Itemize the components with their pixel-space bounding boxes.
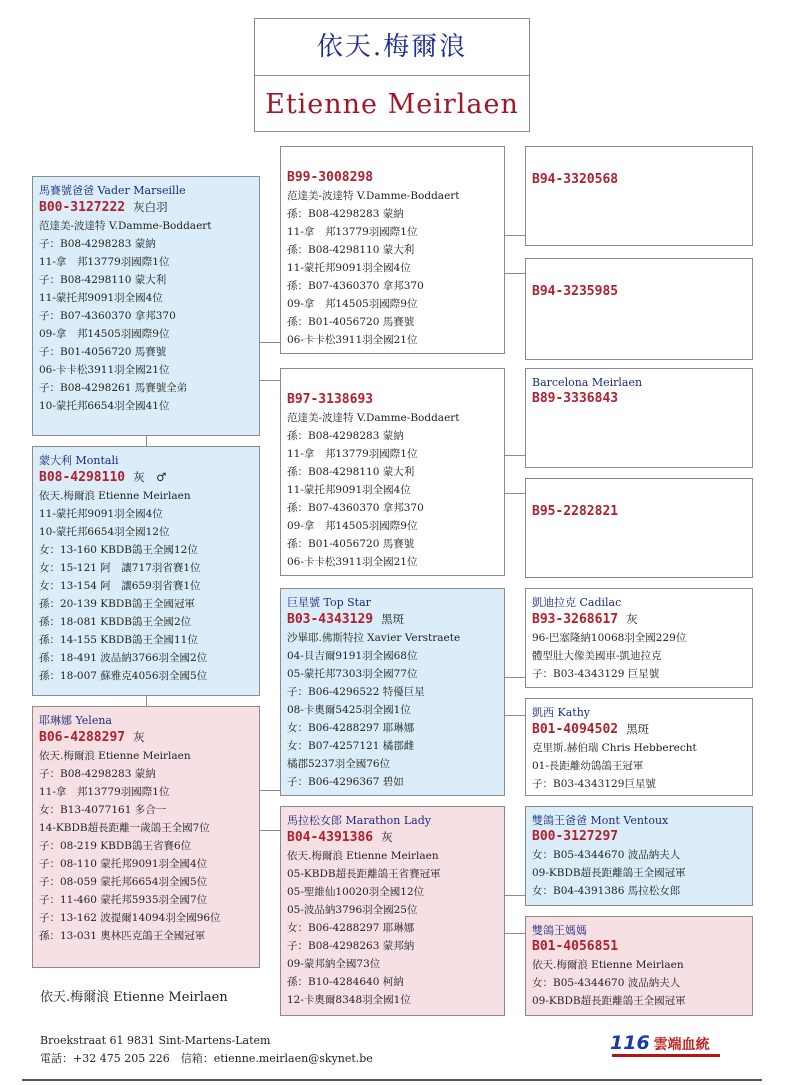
detail-line: 05-蒙托邦7303羽全國77位 bbox=[287, 668, 418, 680]
detail-line: 子：B08-4298261 馬賽號全弟 bbox=[39, 382, 188, 394]
sire-sire-dam-card bbox=[525, 258, 753, 360]
dam-details bbox=[39, 747, 255, 945]
sire-color: 灰白羽 bbox=[133, 200, 168, 214]
sire-dam-sire-card bbox=[525, 368, 753, 468]
detail-line: 女：13-154 阿 讓659羽省賽1位 bbox=[39, 580, 201, 592]
subject-name: 蒙大利 Montali bbox=[39, 454, 119, 467]
contact-line: 電話：+32 475 205 226 信箱：etienne.meirlaen@skynet.be bbox=[40, 1052, 373, 1065]
detail-line: 孫：B08-4298283 蒙納 bbox=[287, 208, 404, 220]
detail-line: 11-拿 邦13779羽國際1位 bbox=[287, 226, 418, 238]
connector bbox=[505, 455, 525, 456]
detail-line: 06-卡卡松3911羽全國21位 bbox=[39, 364, 170, 376]
detail-line: 子：B08-4298110 蒙大利 bbox=[39, 274, 167, 286]
ddd-ring-number: B01-4056851 bbox=[532, 939, 619, 954]
dam-dam-ring-number: B04-4391386 灰 bbox=[287, 830, 393, 845]
dss-name: 凱迪拉克 Cadilac bbox=[532, 596, 622, 609]
detail-line: 14-KBDB超長距離一歲鴿王全國7位 bbox=[39, 822, 210, 834]
detail-line: 孫：B07-4360370 拿邦370 bbox=[287, 502, 424, 514]
detail-line: 05-波品納3796羽全國25位 bbox=[287, 904, 418, 916]
detail-line: 11-拿 邦13779羽國際1位 bbox=[287, 448, 418, 460]
detail-line: 09-蒙邦納全國73位 bbox=[287, 958, 381, 970]
connector bbox=[260, 830, 280, 831]
detail-line: 依天.梅爾浪 Etienne Meirlaen bbox=[39, 750, 191, 762]
detail-line: 96-巴塞隆納10068羽全國229位 bbox=[532, 632, 687, 644]
detail-line: 克里斯.赫伯瑞 Chris Hebberecht bbox=[532, 742, 697, 754]
sire-details bbox=[39, 217, 255, 415]
detail-line: 10-蒙托邦6654羽全國12位 bbox=[39, 526, 170, 538]
detail-line: 孫：B01-4056720 馬賽號 bbox=[287, 538, 415, 550]
detail-line: 孫：14-155 KBDB鴿王全國11位 bbox=[39, 634, 198, 646]
dam-dam-color: 灰 bbox=[381, 830, 393, 844]
connector bbox=[505, 493, 525, 494]
subject-ring-number: B08-4298110 灰 ♂ bbox=[39, 470, 167, 485]
dam-sire-dam-card bbox=[525, 698, 753, 796]
detail-line: 體型肚大像美國車-凱迪拉克 bbox=[532, 650, 662, 662]
brand-logo bbox=[610, 1032, 720, 1058]
detail-line: 11-拿 邦13779羽國際1位 bbox=[39, 786, 170, 798]
detail-line: 孫：B08-4298110 蒙大利 bbox=[287, 244, 415, 256]
sss-ring-number: B94-3320568 bbox=[532, 172, 619, 187]
dam-card bbox=[32, 706, 260, 968]
detail-line: 子：08-059 蒙托邦6654羽全國5位 bbox=[39, 876, 208, 888]
sire-dam-card bbox=[280, 368, 505, 576]
detail-line: 11-蒙托邦9091羽全國4位 bbox=[287, 484, 411, 496]
detail-line: 依天.梅爾浪 Etienne Meirlaen bbox=[39, 490, 191, 502]
detail-line: 子：B06-4296522 特優巨星 bbox=[287, 686, 425, 698]
subject-card bbox=[32, 446, 260, 696]
detail-line: 孫：18-491 波品納3766羽全國2位 bbox=[39, 652, 208, 664]
detail-line: 女：B06-4288297 耶琳娜 bbox=[287, 722, 415, 734]
dam-dam-name: 馬拉松女郎 Marathon Lady bbox=[287, 814, 431, 827]
detail-line: 子：B01-4056720 馬賽號 bbox=[39, 346, 167, 358]
connector bbox=[505, 273, 525, 274]
detail-line: 女：B05-4344670 波品納夫人 bbox=[532, 849, 681, 861]
sire-sire-sire-card bbox=[525, 146, 753, 246]
detail-line: 女：B07-4257121 橘郡雌 bbox=[287, 740, 415, 752]
detail-line: 04-貝吉爾9191羽全國68位 bbox=[287, 650, 418, 662]
connector bbox=[505, 235, 525, 236]
detail-line: 子：B08-4298263 蒙邦納 bbox=[287, 940, 415, 952]
logo-text: 雲端血統 bbox=[653, 1037, 710, 1053]
sire-dam-dam-card bbox=[525, 478, 753, 578]
detail-line: 09-拿 邦14505羽國際9位 bbox=[287, 520, 418, 532]
dds-name: 雙鴿王爸爸 Mont Ventoux bbox=[532, 814, 669, 827]
sire-card bbox=[32, 176, 260, 436]
dam-sire-card bbox=[280, 588, 505, 796]
ddd-name: 雙鴿王媽媽 bbox=[532, 924, 587, 937]
subject-color: 灰 ♂ bbox=[133, 470, 167, 484]
detail-line: 橘郡5237羽全國76位 bbox=[287, 758, 391, 770]
detail-line: 11-蒙托邦9091羽全國4位 bbox=[39, 508, 163, 520]
detail-line: 依天.梅爾浪 Etienne Meirlaen bbox=[532, 959, 684, 971]
detail-line: 子：B06-4296367 碧如 bbox=[287, 776, 404, 788]
connector bbox=[505, 933, 525, 934]
detail-line: 11-蒙托邦9091羽全國4位 bbox=[287, 262, 411, 274]
detail-line: 08-卡奧爾5425羽全國1位 bbox=[287, 704, 411, 716]
subject-details bbox=[39, 487, 255, 685]
detail-line: 依天.梅爾浪 Etienne Meirlaen bbox=[287, 850, 439, 862]
detail-line: 孫：B07-4360370 拿邦370 bbox=[287, 280, 424, 292]
sdd-ring-number: B95-2282821 bbox=[532, 504, 619, 519]
dss-ring-number: B93-3268617 灰 bbox=[532, 612, 638, 627]
breeder-name-chinese: 依天.梅爾浪 bbox=[255, 19, 529, 76]
dsd-name: 凱西 Kathy bbox=[532, 706, 590, 719]
connector bbox=[505, 895, 525, 896]
connector bbox=[260, 342, 280, 343]
detail-line: 10-蒙托邦6654羽全國41位 bbox=[39, 400, 170, 412]
detail-line: 子：B08-4298283 蒙納 bbox=[39, 768, 156, 780]
detail-line: 11-蒙托邦9091羽全國4位 bbox=[39, 292, 163, 304]
connector bbox=[260, 380, 280, 381]
bottom-divider bbox=[22, 1079, 762, 1081]
connector bbox=[260, 790, 280, 791]
dsd-color: 黑斑 bbox=[626, 722, 650, 736]
logo-underline bbox=[612, 1054, 720, 1057]
breeder-signature: 依天.梅爾浪 Etienne Meirlaen bbox=[40, 990, 228, 1005]
breeder-name-english: Etienne Meirlaen bbox=[265, 89, 519, 120]
dam-sire-name: 巨星號 Top Star bbox=[287, 596, 371, 609]
detail-line: 01-長距離幼鴿鴿王冠軍 bbox=[532, 760, 644, 772]
detail-line: 子：B03-4343129 巨星號 bbox=[532, 668, 660, 680]
sire-sire-card bbox=[280, 146, 505, 354]
dam-dam-sire-card bbox=[525, 806, 753, 906]
address-line: Broekstraat 61 9831 Sint-Martens-Latem bbox=[40, 1034, 271, 1047]
detail-line: 女：B06-4288297 耶琳娜 bbox=[287, 922, 415, 934]
dam-sire-color: 黑斑 bbox=[381, 612, 405, 626]
detail-line: 09-拿 邦14505羽國際9位 bbox=[287, 298, 418, 310]
dam-ring-number: B06-4288297 灰 bbox=[39, 730, 145, 745]
dss-color: 灰 bbox=[626, 612, 638, 626]
detail-line: 孫：B08-4298283 蒙納 bbox=[287, 430, 404, 442]
detail-line: 子：13-162 波提爾14094羽全國96位 bbox=[39, 912, 221, 924]
detail-line: 子：B07-4360370 拿邦370 bbox=[39, 310, 176, 322]
detail-line: 孫：B08-4298110 蒙大利 bbox=[287, 466, 415, 478]
connector bbox=[505, 715, 525, 716]
detail-line: 05-KBDB超長距離鴿王省賽冠軍 bbox=[287, 868, 441, 880]
detail-line: 11-拿 邦13779羽國際1位 bbox=[39, 256, 170, 268]
detail-line: 05-聖維仙10020羽全國12位 bbox=[287, 886, 425, 898]
connector bbox=[146, 696, 147, 706]
detail-line: 沙畢耶.佛斯特拉 Xavier Verstraete bbox=[287, 632, 461, 644]
ssd-ring-number: B94-3235985 bbox=[532, 284, 619, 299]
detail-line: 女：15-121 阿 讓717羽省賽1位 bbox=[39, 562, 201, 574]
detail-line: 06-卡卡松3911羽全國21位 bbox=[287, 334, 418, 346]
detail-line: 09-KBDB超長距離鴿王全國冠軍 bbox=[532, 867, 686, 879]
detail-line: 女：B13-4077161 多合一 bbox=[39, 804, 167, 816]
dam-color: 灰 bbox=[133, 730, 145, 744]
detail-line: 孫：18-081 KBDB鴿王全國2位 bbox=[39, 616, 192, 628]
sds-name: Barcelona Meirlaen bbox=[532, 376, 643, 389]
detail-line: 06-卡卡松3911羽全國21位 bbox=[287, 556, 418, 568]
connector bbox=[505, 677, 525, 678]
dam-dam-card bbox=[280, 806, 505, 1016]
detail-line: 范達美-波達特 V.Damme-Boddaert bbox=[39, 220, 212, 232]
connector bbox=[146, 436, 147, 446]
detail-line: 12-卡奧爾8348羽全國1位 bbox=[287, 994, 411, 1006]
detail-line: 09-KBDB超長距離鴿王全國冠軍 bbox=[532, 995, 686, 1007]
dam-name: 耶琳娜 Yelena bbox=[39, 714, 112, 727]
detail-line: 子：08-110 蒙托邦9091羽全國4位 bbox=[39, 858, 208, 870]
sds-ring-number: B89-3336843 bbox=[532, 391, 619, 406]
detail-line: 女：B05-4344670 波品納夫人 bbox=[532, 977, 681, 989]
detail-line: 子：B08-4298283 蒙納 bbox=[39, 238, 156, 250]
contact-block bbox=[40, 1032, 373, 1068]
detail-line: 子：11-460 蒙托邦5935羽全國7位 bbox=[39, 894, 208, 906]
dam-sire-sire-card bbox=[525, 588, 753, 688]
detail-line: 孫：20-139 KBDB鴿王全國冠軍 bbox=[39, 598, 195, 610]
detail-line: 孫：13-031 奧林匹克鴿王全國冠軍 bbox=[39, 930, 206, 942]
detail-line: 子：08-219 KBDB鴿王省賽6位 bbox=[39, 840, 192, 852]
pedigree-title bbox=[254, 18, 530, 132]
detail-line: 范達美-波達特 V.Damme-Boddaert bbox=[287, 412, 460, 424]
sire-dam-ring-number: B97-3138693 bbox=[287, 392, 374, 407]
sire-sire-ring-number: B99-3008298 bbox=[287, 170, 374, 185]
dam-sire-ring-number: B03-4343129 黑斑 bbox=[287, 612, 405, 627]
sire-name: 馬賽號爸爸 Vader Marseille bbox=[39, 184, 186, 197]
dsd-ring-number: B01-4094502 黑斑 bbox=[532, 722, 650, 737]
detail-line: 孫：B10-4284640 柯納 bbox=[287, 976, 404, 988]
detail-line: 范達美-波達特 V.Damme-Boddaert bbox=[287, 190, 460, 202]
detail-line: 子：B03-4343129巨星號 bbox=[532, 778, 656, 790]
sire-ring-number: B00-3127222 灰白羽 bbox=[39, 200, 168, 215]
dds-ring-number: B00-3127297 bbox=[532, 829, 619, 844]
logo-number: 116 bbox=[610, 1032, 650, 1054]
detail-line: 女：B04-4391386 馬拉松女郎 bbox=[532, 885, 681, 897]
detail-line: 女：13-160 KBDB鴿王全國12位 bbox=[39, 544, 198, 556]
dam-dam-dam-card bbox=[525, 916, 753, 1016]
detail-line: 孫：18-007 蘇雅克4056羽全國5位 bbox=[39, 670, 208, 682]
detail-line: 09-拿 邦14505羽國際9位 bbox=[39, 328, 170, 340]
detail-line: 孫：B01-4056720 馬賽號 bbox=[287, 316, 415, 328]
